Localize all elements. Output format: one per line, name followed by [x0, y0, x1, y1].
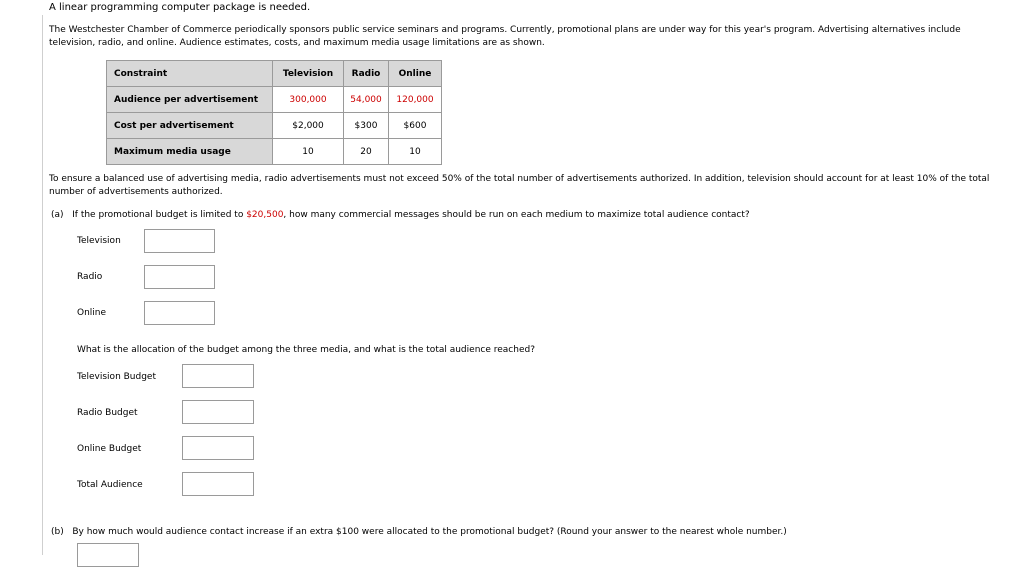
constraint-table — [106, 60, 442, 165]
part-a-question — [51, 210, 750, 220]
online-budget-label: Online Budget — [77, 444, 142, 454]
table-cell: 20 — [344, 139, 389, 165]
television-budget-input[interactable] — [182, 364, 254, 388]
problem-paragraph: The Westchester Chamber of Commerce periodically sponsors public service seminars and programs. Currently, promotional plans are under way for this year's program. Advertising alternatives include television, radio, and online. Audience estimates, costs, and maximum media usage limitations are as shown. — [49, 25, 961, 48]
allocation-question: What is the allocation of the budget among the three media, and what is the total audience reached? — [77, 345, 535, 355]
radio-budget-input[interactable] — [182, 400, 254, 424]
online-budget-input[interactable] — [182, 436, 254, 460]
radio-input[interactable] — [144, 265, 215, 289]
part-b-question — [51, 527, 787, 537]
table-header-row — [107, 61, 442, 87]
row-label: Cost per advertisement — [107, 113, 273, 139]
table-header-cell: Television — [273, 61, 344, 87]
table-cell: 10 — [273, 139, 344, 165]
part-b-question-text: By how much would audience contact increase if an extra $100 were allocated to the promotional budget? (Round your answer to the nearest whole number.) — [72, 527, 787, 537]
row-label: Audience per advertisement — [107, 87, 273, 113]
part-a-marker: (a) — [51, 210, 64, 220]
table-cell: 10 — [389, 139, 442, 165]
total-audience-label: Total Audience — [77, 480, 143, 490]
online-input[interactable] — [144, 301, 215, 325]
television-budget-label: Television Budget — [77, 372, 157, 382]
radio-label: Radio — [77, 272, 103, 282]
table-header-cell: Constraint — [107, 61, 273, 87]
audience-increase-input[interactable] — [77, 543, 139, 567]
table-row — [107, 139, 442, 165]
radio-budget-label: Radio Budget — [77, 408, 138, 418]
table-cell: $2,000 — [273, 113, 344, 139]
part-b-marker: (b) — [51, 527, 64, 537]
row-label: Maximum media usage — [107, 139, 273, 165]
table-row — [107, 87, 442, 113]
table-header-cell: Radio — [344, 61, 389, 87]
intro-text: A linear programming computer package is needed. — [49, 2, 311, 13]
table-cell: 300,000 — [273, 87, 344, 113]
table-cell: $600 — [389, 113, 442, 139]
table-cell: 120,000 — [389, 87, 442, 113]
online-label: Online — [77, 308, 107, 318]
television-input[interactable] — [144, 229, 215, 253]
budget-amount: $20,500 — [246, 210, 284, 220]
table-cell: $300 — [344, 113, 389, 139]
part-a-question-start: If the promotional budget is limited to — [72, 210, 247, 220]
total-audience-input[interactable] — [182, 472, 254, 496]
part-a-question-end: , how many commercial messages should be run on each medium to maximize total audience contact? — [283, 210, 750, 220]
table-row — [107, 113, 442, 139]
table-cell: 54,000 — [344, 87, 389, 113]
table-header-cell: Online — [389, 61, 442, 87]
television-label: Television — [77, 236, 121, 246]
constraint-paragraph: To ensure a balanced use of advertising media, radio advertisements must not exceed 50% of the total number of advertisements authorized. In addition, television should account for at least 10% of the total number of advertisements authorized. — [49, 174, 990, 197]
